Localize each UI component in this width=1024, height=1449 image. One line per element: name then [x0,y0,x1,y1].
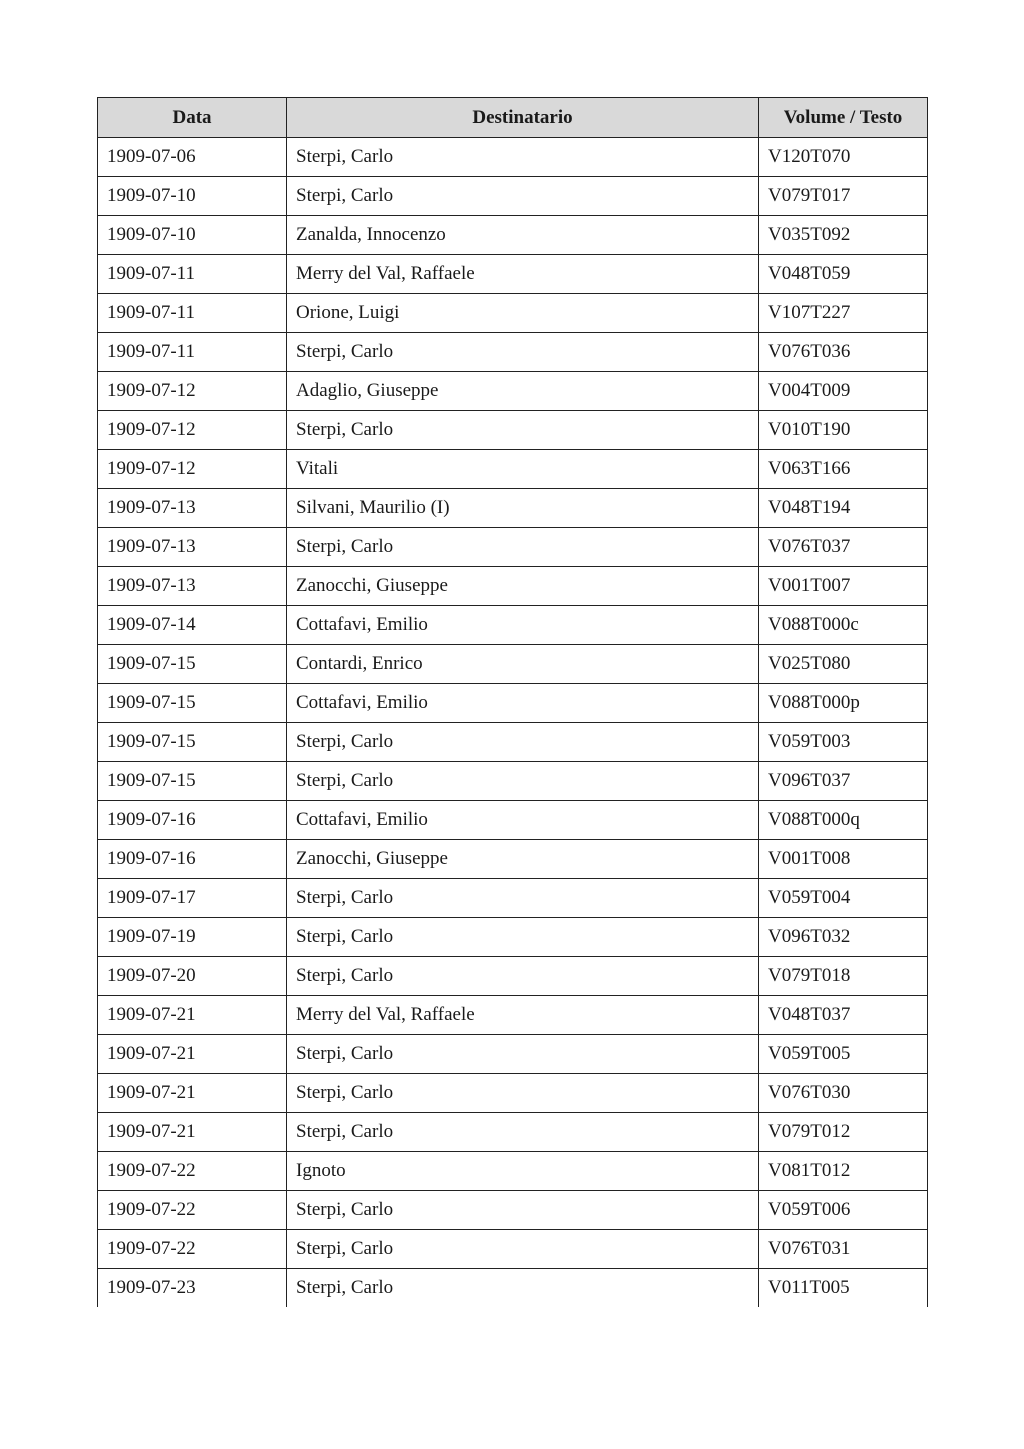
table-row [98,294,928,333]
cell-recipient: Sterpi, Carlo [287,1230,759,1269]
cell-date: 1909-07-12 [98,372,287,411]
table-row [98,177,928,216]
cell-volume: V096T037 [759,762,928,801]
table-row [98,957,928,996]
cell-recipient: Sterpi, Carlo [287,177,759,216]
cell-date: 1909-07-22 [98,1230,287,1269]
table-row [98,1074,928,1113]
cell-date: 1909-07-12 [98,450,287,489]
cell-recipient: Orione, Luigi [287,294,759,333]
table-row [98,879,928,918]
cell-volume: V076T037 [759,528,928,567]
cell-recipient: Sterpi, Carlo [287,957,759,996]
table-row [98,801,928,840]
cell-date: 1909-07-06 [98,138,287,177]
cell-recipient: Adaglio, Giuseppe [287,372,759,411]
table-row [98,996,928,1035]
cell-date: 1909-07-12 [98,411,287,450]
cell-volume: V035T092 [759,216,928,255]
table-row [98,138,928,177]
cell-volume: V059T006 [759,1191,928,1230]
table-row [98,372,928,411]
cell-date: 1909-07-10 [98,177,287,216]
cell-volume: V076T036 [759,333,928,372]
table-row [98,645,928,684]
table-row [98,528,928,567]
cell-recipient: Vitali [287,450,759,489]
cell-recipient: Sterpi, Carlo [287,138,759,177]
table-row [98,723,928,762]
cell-volume: V010T190 [759,411,928,450]
table-row [98,255,928,294]
cell-recipient: Zanalda, Innocenzo [287,216,759,255]
cell-volume: V088T000q [759,801,928,840]
cell-volume: V048T194 [759,489,928,528]
cell-recipient: Cottafavi, Emilio [287,606,759,645]
table-row [98,450,928,489]
cell-volume: V079T018 [759,957,928,996]
cell-volume: V059T005 [759,1035,928,1074]
cell-date: 1909-07-21 [98,996,287,1035]
cell-recipient: Merry del Val, Raffaele [287,996,759,1035]
cell-date: 1909-07-11 [98,255,287,294]
cell-recipient: Sterpi, Carlo [287,879,759,918]
cell-date: 1909-07-11 [98,294,287,333]
table-row [98,1035,928,1074]
cell-recipient: Sterpi, Carlo [287,1035,759,1074]
table-row [98,762,928,801]
table-row [98,411,928,450]
cell-volume: V063T166 [759,450,928,489]
table-row [98,1191,928,1230]
table-row [98,1152,928,1191]
cell-volume: V048T059 [759,255,928,294]
cell-recipient: Sterpi, Carlo [287,411,759,450]
cell-volume: V011T005 [759,1269,928,1308]
cell-date: 1909-07-22 [98,1152,287,1191]
cell-volume: V088T000c [759,606,928,645]
cell-recipient: Sterpi, Carlo [287,918,759,957]
table-row [98,567,928,606]
cell-date: 1909-07-15 [98,762,287,801]
cell-date: 1909-07-15 [98,723,287,762]
cell-recipient: Sterpi, Carlo [287,1113,759,1152]
cell-date: 1909-07-21 [98,1113,287,1152]
table-row [98,333,928,372]
cell-recipient: Merry del Val, Raffaele [287,255,759,294]
cell-recipient: Sterpi, Carlo [287,528,759,567]
cell-date: 1909-07-13 [98,567,287,606]
cell-date: 1909-07-16 [98,840,287,879]
cell-date: 1909-07-10 [98,216,287,255]
cell-date: 1909-07-22 [98,1191,287,1230]
cell-recipient: Zanocchi, Giuseppe [287,567,759,606]
cell-recipient: Cottafavi, Emilio [287,801,759,840]
cell-date: 1909-07-11 [98,333,287,372]
table-body [98,138,928,1308]
cell-date: 1909-07-20 [98,957,287,996]
cell-volume: V088T000p [759,684,928,723]
cell-date: 1909-07-15 [98,645,287,684]
cell-volume: V059T004 [759,879,928,918]
cell-date: 1909-07-13 [98,489,287,528]
cell-recipient: Sterpi, Carlo [287,1191,759,1230]
header-date: Data [98,98,287,138]
cell-volume: V076T031 [759,1230,928,1269]
cell-recipient: Sterpi, Carlo [287,762,759,801]
cell-volume: V076T030 [759,1074,928,1113]
cell-date: 1909-07-17 [98,879,287,918]
cell-recipient: Zanocchi, Giuseppe [287,840,759,879]
cell-date: 1909-07-21 [98,1074,287,1113]
cell-recipient: Cottafavi, Emilio [287,684,759,723]
cell-volume: V079T017 [759,177,928,216]
table-row [98,1230,928,1269]
table-row [98,1269,928,1308]
cell-date: 1909-07-19 [98,918,287,957]
cell-recipient: Sterpi, Carlo [287,333,759,372]
table-row [98,606,928,645]
cell-date: 1909-07-23 [98,1269,287,1308]
table-header-row [98,98,928,138]
cell-volume: V001T007 [759,567,928,606]
cell-volume: V096T032 [759,918,928,957]
cell-volume: V059T003 [759,723,928,762]
cell-date: 1909-07-21 [98,1035,287,1074]
cell-volume: V025T080 [759,645,928,684]
cell-date: 1909-07-14 [98,606,287,645]
cell-date: 1909-07-13 [98,528,287,567]
cell-recipient: Contardi, Enrico [287,645,759,684]
cell-volume: V001T008 [759,840,928,879]
cell-volume: V107T227 [759,294,928,333]
table-row [98,1113,928,1152]
cell-volume: V079T012 [759,1113,928,1152]
cell-recipient: Sterpi, Carlo [287,1074,759,1113]
header-volume: Volume / Testo [759,98,928,138]
cell-date: 1909-07-16 [98,801,287,840]
cell-volume: V004T009 [759,372,928,411]
table-row [98,216,928,255]
table-row [98,918,928,957]
cell-volume: V081T012 [759,1152,928,1191]
cell-recipient: Sterpi, Carlo [287,1269,759,1308]
cell-recipient: Ignoto [287,1152,759,1191]
table-row [98,684,928,723]
cell-volume: V048T037 [759,996,928,1035]
header-recipient: Destinatario [287,98,759,138]
cell-recipient: Silvani, Maurilio (I) [287,489,759,528]
cell-volume: V120T070 [759,138,928,177]
table-row [98,840,928,879]
letters-table [97,97,928,1307]
table-row [98,489,928,528]
cell-date: 1909-07-15 [98,684,287,723]
cell-recipient: Sterpi, Carlo [287,723,759,762]
